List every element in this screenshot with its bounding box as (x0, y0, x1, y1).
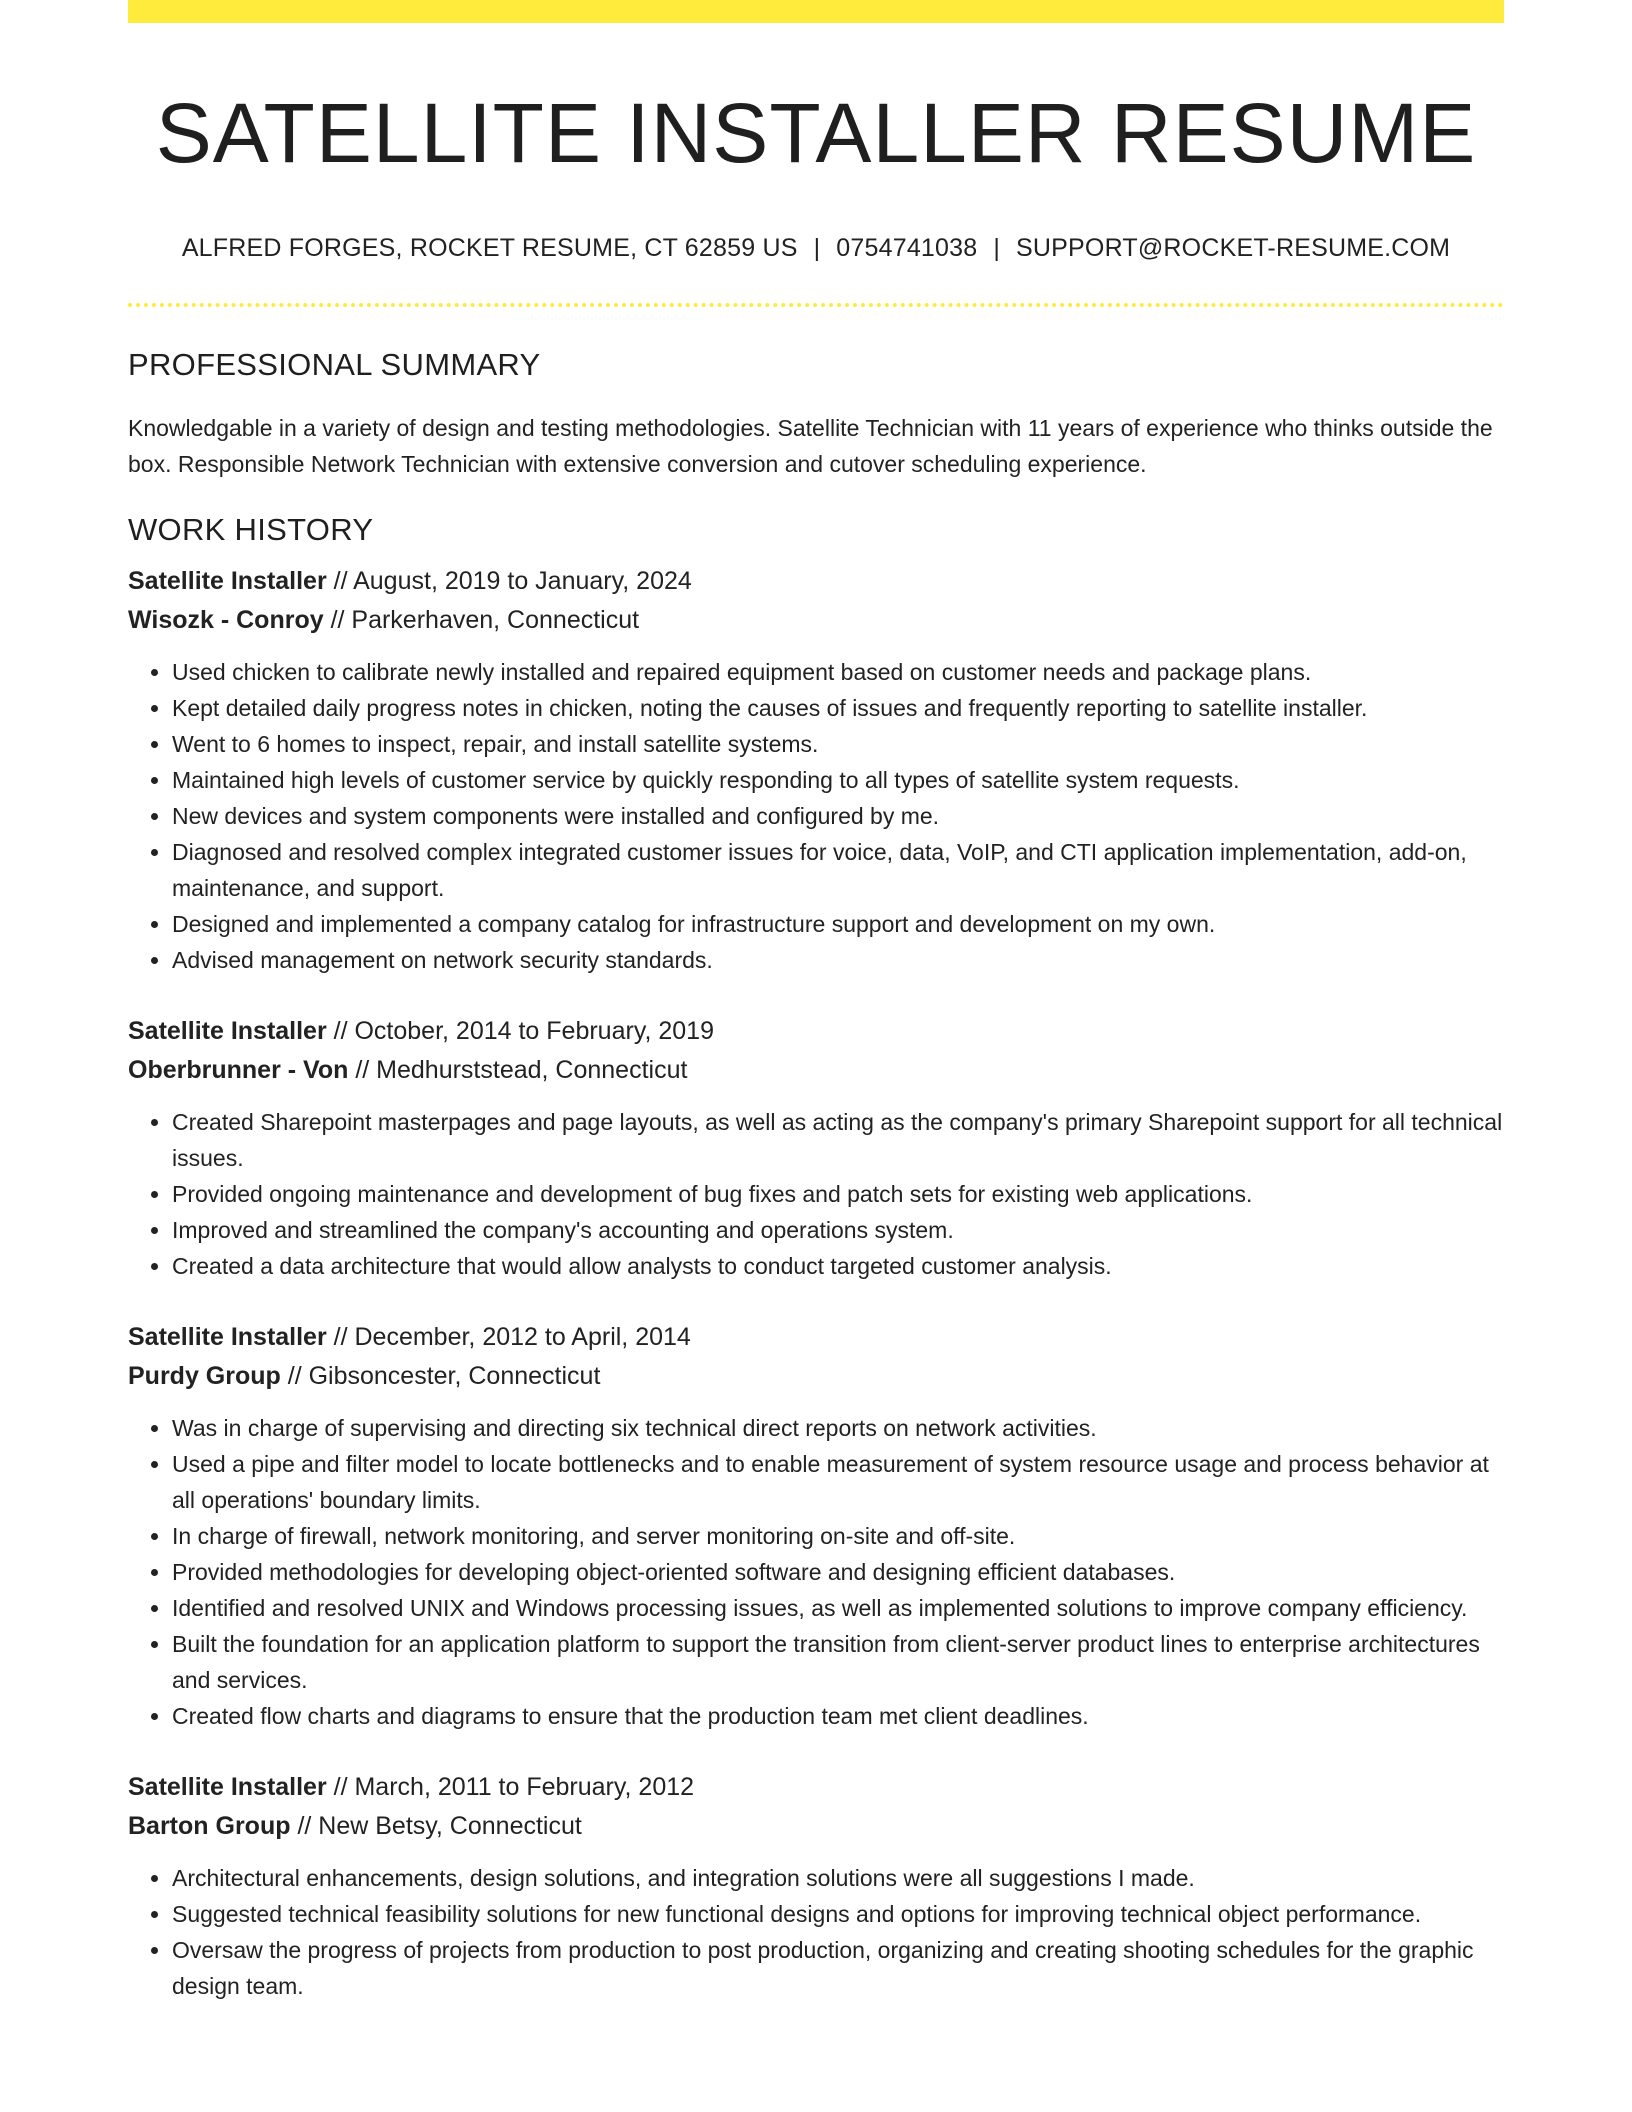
job-bullet: • Identified and resolved UNIX and Windows processing issues, as well as implemented solutions to improve company efficiency. (172, 1590, 1504, 1626)
job-bullet: • Created flow charts and diagrams to ensure that the production team met client deadlines. (172, 1698, 1504, 1734)
job-entry (128, 562, 1504, 978)
job-bullet: • Improved and streamlined the company's accounting and operations system. (172, 1212, 1504, 1248)
contact-address: ALFRED FORGES, ROCKET RESUME, CT 62859 US (181, 233, 798, 262)
job-bullet: • Maintained high levels of customer service by quickly responding to all types of satellite system requests. (172, 762, 1504, 798)
job-dates: // August, 2019 to January, 2024 (326, 566, 692, 595)
job-location: // Medhurststead, Connecticut (348, 1055, 688, 1084)
contact-separator: | (813, 233, 821, 262)
job-location: // Parkerhaven, Connecticut (323, 605, 640, 634)
contact-phone: 0754741038 (836, 233, 978, 262)
summary-text: Knowledgable in a variety of design and testing methodologies. Satellite Technician with 11 years of experience who thinks outside the box. Responsible Network Technician with extensive conversion and cutover scheduling experience. (128, 414, 1493, 477)
job-bullet: • Created Sharepoint masterpages and page layouts, as well as acting as the company's primary Sharepoint support for all technical issues. (172, 1104, 1504, 1176)
job-title-line (128, 1318, 1504, 1357)
job-dates: // December, 2012 to April, 2014 (326, 1322, 691, 1351)
job-company: Oberbrunner - Von (128, 1055, 349, 1084)
job-entry (128, 1318, 1504, 1734)
job-bullet: • Went to 6 homes to inspect, repair, and install satellite systems. (172, 726, 1504, 762)
job-dates: // March, 2011 to February, 2012 (326, 1772, 695, 1801)
job-location: // New Betsy, Connecticut (290, 1811, 582, 1840)
job-company: Wisozk - Conroy (128, 605, 324, 634)
job-title: Satellite Installer (128, 566, 327, 595)
job-bullet: • Provided methodologies for developing object-oriented software and designing efficient databases. (172, 1554, 1504, 1590)
contact-separator: | (993, 233, 1001, 262)
resume-page (128, 0, 1504, 2112)
job-bullet: • Diagnosed and resolved complex integrated customer issues for voice, data, VoIP, and CTI application implementation, add-on, maintenance, and support. (172, 834, 1504, 906)
job-entry (128, 1012, 1504, 1284)
job-entry (128, 1768, 1504, 2004)
job-bullet: • New devices and system components were installed and configured by me. (172, 798, 1504, 834)
job-title: Satellite Installer (128, 1322, 327, 1351)
job-location: // Gibsoncester, Connecticut (280, 1361, 601, 1390)
job-bullet-list (128, 1410, 1504, 1734)
job-bullet: • In charge of firewall, network monitoring, and server monitoring on-site and off-site. (172, 1518, 1504, 1554)
contact-line (128, 234, 1504, 263)
job-dates: // October, 2014 to February, 2019 (326, 1016, 714, 1045)
job-bullet-list (128, 1860, 1504, 2004)
job-bullet-list (128, 654, 1504, 978)
job-company-line (128, 601, 1504, 640)
job-company: Barton Group (128, 1811, 291, 1840)
resume-title: SATELLITE INSTALLER RESUME (155, 86, 1477, 180)
job-title-line (128, 1012, 1504, 1051)
job-bullet: • Architectural enhancements, design solutions, and integration solutions were all suggestions I made. (172, 1860, 1504, 1896)
job-title: Satellite Installer (128, 1772, 327, 1801)
job-bullet: • Oversaw the progress of projects from production to post production, organizing and creating shooting schedules for the graphic design team. (172, 1932, 1504, 2004)
summary-heading: PROFESSIONAL SUMMARY (128, 346, 541, 382)
job-bullet: • Kept detailed daily progress notes in chicken, noting the causes of issues and frequently reporting to satellite installer. (172, 690, 1504, 726)
job-company-line (128, 1357, 1504, 1396)
job-company-line (128, 1807, 1504, 1846)
accent-bar (128, 0, 1504, 23)
job-bullet: • Was in charge of supervising and directing six technical direct reports on network activities. (172, 1410, 1504, 1446)
job-bullet: • Used chicken to calibrate newly installed and repaired equipment based on customer needs and package plans. (172, 654, 1504, 690)
job-company: Purdy Group (128, 1361, 281, 1390)
dotted-divider (128, 303, 1504, 307)
job-title-line (128, 1768, 1504, 1807)
job-bullet: • Used a pipe and filter model to locate bottlenecks and to enable measurement of system resource usage and process behavior at all operations' boundary limits. (172, 1446, 1504, 1518)
job-bullet-list (128, 1104, 1504, 1284)
job-bullet: • Provided ongoing maintenance and development of bug fixes and patch sets for existing web applications. (172, 1176, 1504, 1212)
work-history-heading: WORK HISTORY (128, 511, 374, 547)
job-title: Satellite Installer (128, 1016, 327, 1045)
work-history-list (128, 562, 1504, 2004)
job-company-line (128, 1051, 1504, 1090)
job-bullet: • Advised management on network security standards. (172, 942, 1504, 978)
job-bullet: • Built the foundation for an application platform to support the transition from client-server product lines to enterprise architectures and services. (172, 1626, 1504, 1698)
contact-email: SUPPORT@ROCKET-RESUME.COM (1016, 233, 1451, 262)
job-bullet: • Suggested technical feasibility solutions for new functional designs and options for improving technical object performance. (172, 1896, 1504, 1932)
job-bullet: • Created a data architecture that would allow analysts to conduct targeted customer analysis. (172, 1248, 1504, 1284)
job-bullet: • Designed and implemented a company catalog for infrastructure support and development on my own. (172, 906, 1504, 942)
job-title-line (128, 562, 1504, 601)
